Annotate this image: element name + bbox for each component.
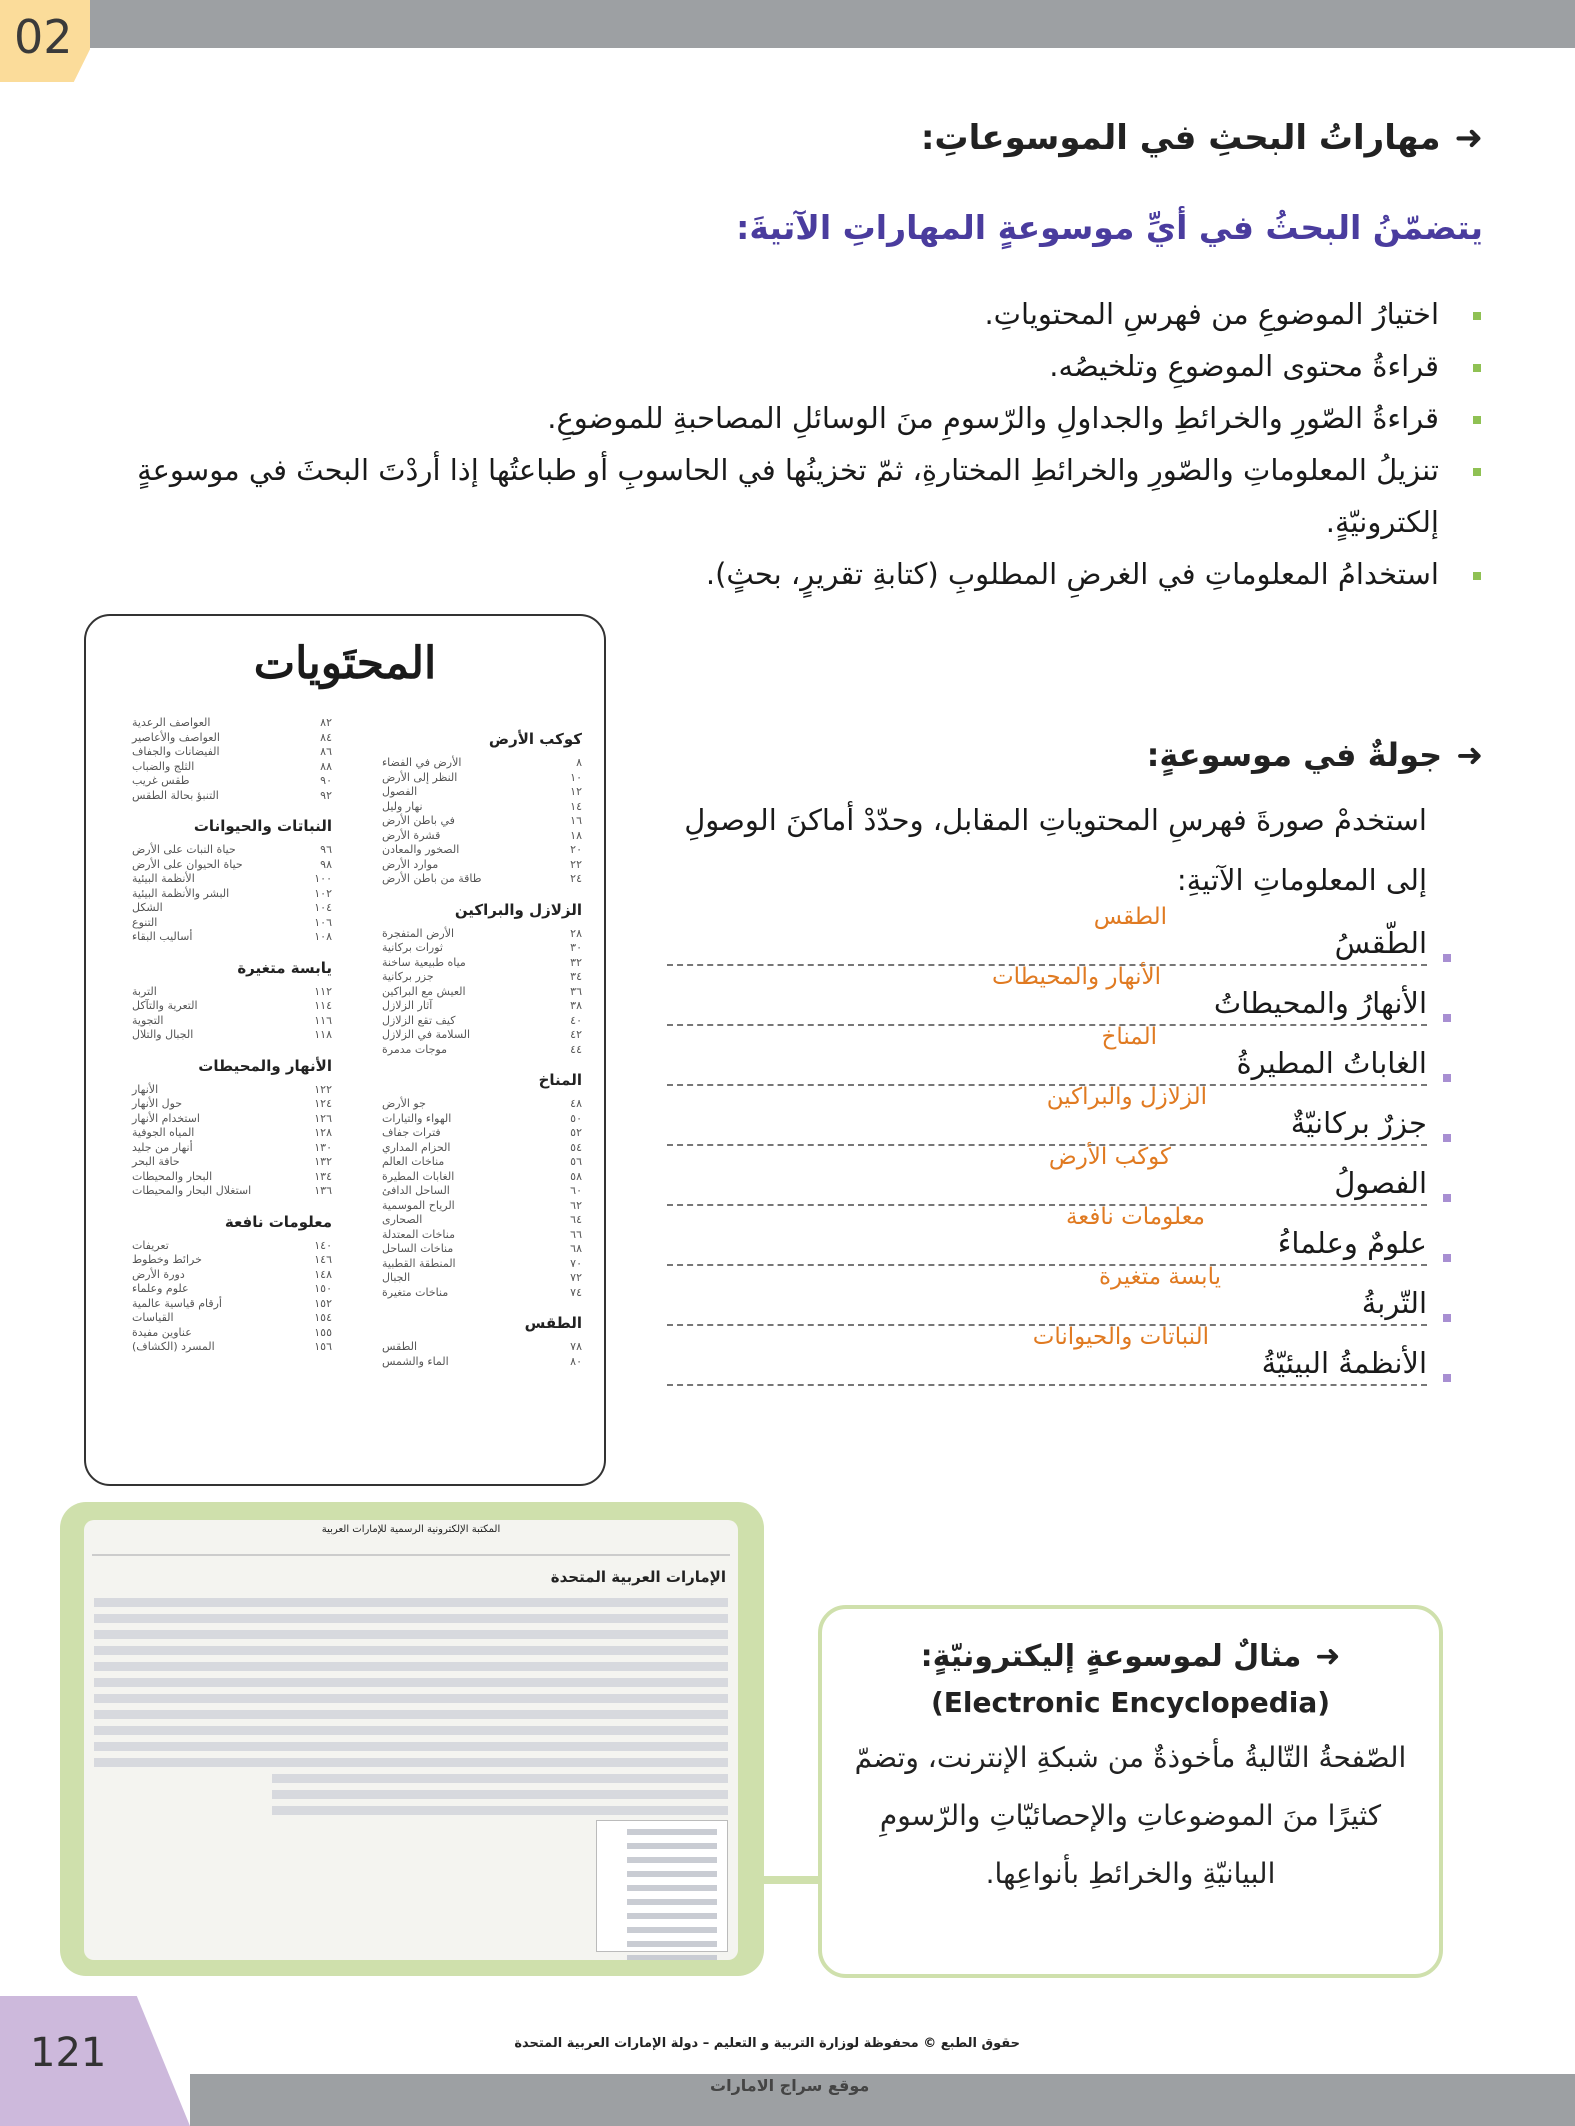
toc-entry xyxy=(132,1126,332,1141)
item-answer: المناخ xyxy=(1101,1024,1157,1050)
toc-entry xyxy=(382,1155,582,1170)
top-bar xyxy=(0,0,1575,48)
toc-entry-label: في باطن الأرض xyxy=(382,814,455,827)
toc-page-number: ٢٠ xyxy=(570,843,582,856)
toc-entry-label: قشرة الأرض xyxy=(382,828,441,842)
toc-page-number: ١٤٠ xyxy=(314,1238,332,1252)
toc-entry-label: القياسات xyxy=(132,1311,174,1324)
toc-entry-label: الجبال xyxy=(382,1271,411,1284)
toc-entry xyxy=(132,872,332,887)
toc-entry xyxy=(132,1311,332,1326)
arrow-icon: ➜ xyxy=(1315,1639,1341,1674)
bottom-bar xyxy=(190,2074,1575,2126)
toc-page-number: ٨٠ xyxy=(570,1354,582,1368)
toc-entry xyxy=(382,829,582,844)
toc-entry xyxy=(132,930,332,945)
toc-entry xyxy=(132,760,332,775)
toc-entry-label: استخدام الأنهار xyxy=(132,1111,200,1125)
toc-page-number: ٩٠ xyxy=(320,774,332,787)
item-answer: النباتات والحيوانات xyxy=(1032,1324,1209,1350)
toc-page-number: ١٣٦ xyxy=(314,1184,332,1197)
list-item: استخدامُ المعلوماتِ في الغرضِ المطلوبِ (كتابةِ تقريرٍ، بحثٍ). xyxy=(83,548,1483,600)
section-title-encyclopedia-tour: ➜جولةٌ في موسوعةٍ: xyxy=(1146,736,1483,774)
toc-entry-label: الفيضانات والجفاف xyxy=(132,745,220,758)
connector-line xyxy=(762,1876,822,1884)
toc-entry xyxy=(132,1340,332,1355)
screenshot-article-title: الإمارات العربية المتحدة xyxy=(550,1568,726,1586)
toc-entry-label: حول الأنهار xyxy=(132,1097,183,1110)
toc-entry-label: المنطقة القطبية xyxy=(382,1256,456,1270)
toc-page-number: ١١٨ xyxy=(314,1028,332,1041)
toc-entry xyxy=(132,1141,332,1156)
toc-entry xyxy=(382,771,582,786)
toc-entry xyxy=(382,800,582,815)
toc-page-number: ١٠٤ xyxy=(314,901,332,914)
toc-entry xyxy=(382,756,582,771)
toc-page-number: ٣٨ xyxy=(570,999,582,1012)
toc-entry-label: البشر والأنظمة البيئية xyxy=(132,886,230,900)
toc-entry xyxy=(132,985,332,1000)
toc-entry xyxy=(382,1170,582,1185)
encyclopedia-screenshot xyxy=(84,1520,738,1960)
toc-entry xyxy=(382,1242,582,1257)
toc-page-number: ١٦ xyxy=(570,814,582,827)
toc-entry-label: التنوع xyxy=(132,915,158,929)
item-label: جزرٌ بركانيّةٌ xyxy=(1285,1106,1427,1140)
item-answer: الطقس xyxy=(1093,904,1167,930)
toc-page-number: ٢٨ xyxy=(570,926,582,940)
toc-entry-label: مناخات الساحل xyxy=(382,1242,454,1255)
toc-page-number: ١٥٦ xyxy=(314,1340,332,1353)
toc-entry-label: التجوية xyxy=(132,1013,164,1027)
toc-entry xyxy=(132,1253,332,1268)
toc-entry-label: مناخات المعتدلة xyxy=(382,1227,455,1241)
toc-page-number: ٨٤ xyxy=(320,730,332,744)
toc-entry xyxy=(382,985,582,1000)
footer-site-name: موقع سراج الامارات xyxy=(710,2076,870,2095)
toc-entry-label: النظر إلى الأرض xyxy=(382,770,458,784)
list-item: قراءةُ الصّورِ والخرائطِ والجداولِ والرّسومِ منَ الوسائلِ المصاحبةِ للموضوعِ. xyxy=(83,392,1483,444)
answer-line xyxy=(667,1144,1427,1146)
toc-page-number: ١٣٤ xyxy=(314,1169,332,1183)
toc-page-number: ٥٠ xyxy=(570,1111,582,1125)
toc-entry xyxy=(132,858,332,873)
item-answer: معلومات نافعة xyxy=(1065,1204,1205,1230)
toc-entry xyxy=(132,1282,332,1297)
toc-entry-label: أرقام قياسية عالمية xyxy=(132,1296,222,1310)
placeholder-text-line xyxy=(272,1806,728,1815)
toc-page-number: ١٣٠ xyxy=(314,1140,332,1154)
toc-page-number: ١٤ xyxy=(570,799,582,813)
toc-page-number: ٦٤ xyxy=(570,1213,582,1226)
list-item: تنزيلُ المعلوماتِ والصّورِ والخرائطِ المختارةِ، ثمّ تخزينُها في الحاسوبِ أو طباعتُها إذا أردْتَ البحثَ في موسوعةٍ إلكترونيّةٍ. xyxy=(83,444,1483,548)
toc-entry xyxy=(132,731,332,746)
toc-entry-label: حافة البحر xyxy=(132,1155,180,1168)
list-item: قراءةُ محتوى الموضوعِ وتلخيصُه. xyxy=(83,340,1483,392)
item-label: الفصولُ xyxy=(1328,1166,1427,1200)
toc-left-column xyxy=(132,716,332,1355)
item-label: الطّقسُ xyxy=(1329,926,1427,960)
toc-page-number: ٧٢ xyxy=(570,1271,582,1284)
toc-page-number: ١٣٢ xyxy=(314,1155,332,1168)
item-answer: يابسة متغيرة xyxy=(1098,1264,1221,1290)
toc-page-number: ٢٢ xyxy=(570,857,582,871)
toc-page-number: ١٥٥ xyxy=(314,1325,332,1339)
toc-page-number: ٥٤ xyxy=(570,1140,582,1154)
toc-entry-label: التربة xyxy=(132,984,157,998)
page-number: 121 xyxy=(30,2030,107,2076)
toc-entry-label: الهواء والتيارات xyxy=(382,1111,452,1125)
toc-page-number: ٥٦ xyxy=(570,1155,582,1168)
toc-entry-label: دورة الأرض xyxy=(132,1267,185,1281)
divider xyxy=(92,1554,730,1556)
item-answer: كوكب الأرض xyxy=(1048,1144,1171,1170)
toc-entry-label: أساليب البقاء xyxy=(132,930,193,943)
toc-entry xyxy=(132,789,332,804)
toc-page-number: ٨٢ xyxy=(320,716,332,729)
toc-page-number: ٦٢ xyxy=(570,1198,582,1212)
toc-entry xyxy=(132,1326,332,1341)
toc-page-number: ١٢٦ xyxy=(314,1111,332,1125)
list-item xyxy=(667,1084,1427,1164)
toc-entry xyxy=(132,774,332,789)
toc-entry-label: التنبؤ بحالة الطقس xyxy=(132,788,219,802)
toc-entry-label: طاقة من باطن الأرض xyxy=(382,872,482,885)
toc-entry-label: الثلج والضباب xyxy=(132,759,195,773)
toc-entry xyxy=(382,843,582,858)
toc-page-number: ٩٦ xyxy=(320,843,332,856)
toc-entry-label: مناخات العالم xyxy=(382,1155,445,1168)
toc-entry xyxy=(132,999,332,1014)
placeholder-text-line xyxy=(94,1694,728,1703)
toc-entry-label: حياة النبات على الأرض xyxy=(132,843,236,856)
toc-entry-label: الأنهار xyxy=(132,1082,159,1096)
toc-entry xyxy=(382,872,582,887)
toc-entry-label: أنهار من جليد xyxy=(132,1140,193,1154)
toc-entry-label: الفصول xyxy=(382,785,418,798)
example-body: الصّفحةُ التّاليةُ مأخوذةٌ من شبكةِ الإنترنت، وتضمّ كثيرًا منَ الموضوعاتِ والإحصائيّاتِ والرّسومِ البيانيّةِ والخرائطِ بأنواعِها. xyxy=(854,1741,1407,1890)
toc-page-number: ٥٢ xyxy=(570,1126,582,1139)
arrow-icon: ➜ xyxy=(1456,736,1483,774)
toc-section-heading: كوكب الأرض xyxy=(488,730,582,748)
toc-entry xyxy=(382,1340,582,1355)
toc-page-number: ١٢٨ xyxy=(314,1126,332,1139)
toc-entry xyxy=(382,858,582,873)
toc-entry xyxy=(132,716,332,731)
toc-page-number: ٨ xyxy=(576,756,582,769)
toc-entry-label: عناوين مفيدة xyxy=(132,1325,192,1339)
toc-page-number: ٣٢ xyxy=(570,955,582,969)
toc-entry-label: العواصف والأعاصير xyxy=(132,730,220,744)
toc-page-number: ١٠٢ xyxy=(314,886,332,900)
toc-page-number: ١٤٦ xyxy=(314,1253,332,1266)
toc-section-heading: الأنهار والمحيطات xyxy=(198,1056,332,1075)
toc-entry-label: الأرض في الفضاء xyxy=(382,756,462,769)
toc-entry-label: الأنظمة البيئية xyxy=(132,872,195,885)
toc-page-number: ٨٨ xyxy=(320,759,332,773)
toc-section-heading: الزلازل والبراكين xyxy=(454,900,582,919)
toc-entry-label: نهار وليل xyxy=(382,799,423,813)
toc-entry xyxy=(382,927,582,942)
answer-line xyxy=(667,1384,1427,1386)
toc-page-number: ٧٤ xyxy=(570,1285,582,1299)
toc-page-number: ٧٠ xyxy=(570,1256,582,1270)
toc-page-number: ١٥٢ xyxy=(314,1296,332,1310)
toc-entry-label: الحزام المداري xyxy=(382,1140,451,1154)
toc-entry-label: السلامة في الزلازل xyxy=(382,1028,471,1041)
toc-page-number: ١٢٢ xyxy=(314,1082,332,1096)
toc-page-number: ٢٤ xyxy=(570,872,582,885)
table-of-contents-image xyxy=(84,614,606,1486)
toc-entry-label: موجات مدمرة xyxy=(382,1042,447,1056)
placeholder-text-line xyxy=(94,1726,728,1735)
toc-entry xyxy=(382,1014,582,1029)
placeholder-text-line xyxy=(94,1614,728,1623)
placeholder-text-line xyxy=(272,1790,728,1799)
toc-page-number: ١٨ xyxy=(570,828,582,842)
toc-entry xyxy=(382,1257,582,1272)
toc-page-number: ١٠ xyxy=(570,770,582,784)
placeholder-text-line xyxy=(94,1678,728,1687)
toc-entry-label: الصخور والمعادن xyxy=(382,843,460,856)
toc-entry-label: جو الأرض xyxy=(382,1097,426,1110)
toc-entry-label: الشكل xyxy=(132,901,163,914)
toc-entry xyxy=(132,1170,332,1185)
toc-page-number: ٩٨ xyxy=(320,857,332,871)
toc-entry-label: ثورات بركانية xyxy=(382,941,443,954)
screenshot-header: المكتبة الإلكترونية الرسمية للإمارات العربية xyxy=(321,1524,501,1535)
toc-page-number: ١٢٤ xyxy=(314,1097,332,1110)
toc-entry-label: الصحارى xyxy=(382,1213,423,1226)
toc-entry-label: تعريفات xyxy=(132,1238,169,1252)
toc-section-heading: الطقس xyxy=(524,1314,582,1332)
toc-entry xyxy=(382,970,582,985)
toc-page-number: ١٠٦ xyxy=(314,915,332,929)
toc-page-number: ٧٨ xyxy=(570,1340,582,1353)
toc-entry xyxy=(382,956,582,971)
toc-entry xyxy=(382,1228,582,1243)
toc-entry-label: الساحل الدافئ xyxy=(382,1184,450,1197)
answers-list xyxy=(667,904,1427,1404)
copyright-notice: حقوق الطبع © محفوظة لوزارة التربية و التعليم – دولة الإمارات العربية المتحدة xyxy=(514,2036,1020,2051)
item-label: الغاباتُ المطيرةُ xyxy=(1230,1046,1427,1080)
toc-entry-label: آثار الزلازل xyxy=(382,999,433,1012)
example-title: ➜مثالٌ لموسوعةٍ إليكترونيّةٍ: xyxy=(920,1639,1341,1674)
toc-page-number: ٤٨ xyxy=(570,1097,582,1110)
placeholder-text-line xyxy=(94,1758,728,1767)
toc-entry-label: البحار والمحيطات xyxy=(132,1169,213,1183)
arrow-icon: ➜ xyxy=(1454,118,1483,158)
list-item: اختيارُ الموضوعِ من فهرسِ المحتوياتِ. xyxy=(83,288,1483,340)
toc-entry xyxy=(382,1213,582,1228)
skills-list xyxy=(83,288,1483,600)
screenshot-body-text xyxy=(94,1598,728,1822)
toc-entry-label: استغلال البحار والمحيطات xyxy=(132,1184,252,1197)
toc-entry-label: خرائط وخطوط xyxy=(132,1253,202,1266)
toc-section-heading: يابسة متغيرة xyxy=(237,958,332,977)
item-label: علومٌ وعلماءُ xyxy=(1272,1226,1427,1260)
toc-page-number: ٥٨ xyxy=(570,1169,582,1183)
toc-entry xyxy=(132,1097,332,1112)
toc-entry xyxy=(132,1028,332,1043)
toc-entry xyxy=(132,1112,332,1127)
item-answer: الزلازل والبراكين xyxy=(1046,1084,1207,1110)
list-item xyxy=(667,1204,1427,1284)
toc-entry xyxy=(382,1199,582,1214)
toc-entry-label: حياة الحيوان على الأرض xyxy=(132,857,243,871)
example-subtitle: (Electronic Encyclopedia) xyxy=(930,1686,1331,1719)
toc-entry xyxy=(132,1239,332,1254)
example-box xyxy=(818,1605,1443,1978)
toc-entry xyxy=(382,1097,582,1112)
chapter-number: 02 xyxy=(14,10,73,64)
toc-page-number: ٣٤ xyxy=(570,970,582,983)
toc-entry xyxy=(132,1268,332,1283)
toc-entry xyxy=(382,1112,582,1127)
placeholder-text-line xyxy=(94,1630,728,1639)
toc-entry xyxy=(132,916,332,931)
placeholder-text-line xyxy=(94,1742,728,1751)
toc-page-number: ٨٦ xyxy=(320,745,332,758)
toc-entry xyxy=(382,1271,582,1286)
toc-entry xyxy=(382,1028,582,1043)
toc-entry xyxy=(382,1141,582,1156)
placeholder-text-line xyxy=(94,1710,728,1719)
toc-entry xyxy=(132,1155,332,1170)
item-label: الأنهارُ والمحيطاتُ xyxy=(1208,986,1427,1020)
toc-section-heading: معلومات نافعة xyxy=(224,1212,332,1231)
placeholder-text-line xyxy=(94,1598,728,1607)
item-label: الأنظمةُ البيئيّةُ xyxy=(1256,1346,1427,1380)
placeholder-text-line xyxy=(272,1774,728,1783)
toc-entry-label: طقس غريب xyxy=(132,774,190,787)
toc-entry xyxy=(382,1355,582,1370)
list-item xyxy=(667,964,1427,1044)
toc-entry xyxy=(382,814,582,829)
toc-page-number: ٣٠ xyxy=(570,941,582,954)
toc-entry-label: الطقس xyxy=(382,1340,418,1353)
toc-page-number: ١٥٤ xyxy=(314,1311,332,1324)
toc-section-heading: المناخ xyxy=(538,1071,582,1089)
toc-entry-label: الرياح الموسمية xyxy=(382,1198,455,1212)
toc-page-number: ١٤٨ xyxy=(314,1267,332,1281)
toc-entry-label: الغابات المطيرة xyxy=(382,1169,455,1183)
toc-entry-label: علوم وعلماء xyxy=(132,1282,189,1295)
toc-page-number: ٦٨ xyxy=(570,1242,582,1255)
toc-entry-label: موارد الأرض xyxy=(382,857,439,871)
toc-title: المحتَويات xyxy=(253,638,437,689)
toc-entry-label: مياه طبيعية ساخنة xyxy=(382,955,466,969)
answer-line xyxy=(667,1024,1427,1026)
toc-page-number: ٩٢ xyxy=(320,788,332,802)
toc-page-number: ١٢ xyxy=(570,785,582,798)
toc-page-number: ١٠٨ xyxy=(314,930,332,943)
toc-entry xyxy=(382,785,582,800)
list-item xyxy=(667,1324,1427,1404)
toc-page-number: ٤٤ xyxy=(570,1042,582,1056)
toc-entry xyxy=(132,1083,332,1098)
answer-line xyxy=(667,1204,1427,1206)
toc-entry-label: فترات جفاف xyxy=(382,1126,441,1139)
toc-page-number: ٣٦ xyxy=(570,984,582,998)
toc-entry xyxy=(132,745,332,760)
toc-page-number: ٦٠ xyxy=(570,1184,582,1197)
placeholder-text-line xyxy=(94,1662,728,1671)
toc-page-number: ٤٢ xyxy=(570,1028,582,1041)
toc-page-number: ١٥٠ xyxy=(314,1282,332,1295)
answer-line xyxy=(667,1264,1427,1266)
toc-entry xyxy=(132,1184,332,1199)
item-label: التّربةُ xyxy=(1356,1286,1427,1320)
toc-section-heading: النباتات والحيوانات xyxy=(193,817,332,835)
toc-page-number: ٦٦ xyxy=(570,1227,582,1241)
section-title-research-skills: ➜مهاراتُ البحثِ في الموسوعاتِ: xyxy=(920,118,1483,158)
toc-entry xyxy=(132,843,332,858)
section-subtitle: يتضمّنُ البحثُ في أيِّ موسوعةٍ المهاراتِ الآتيةَ: xyxy=(736,208,1483,247)
toc-page-number: ١١٢ xyxy=(314,984,332,998)
toc-entry xyxy=(382,999,582,1014)
toc-entry-label: مناخات متغيرة xyxy=(382,1285,449,1299)
toc-entry-label: العواصف الرعدية xyxy=(132,716,211,729)
toc-page-number: ١٠٠ xyxy=(314,872,332,885)
toc-page-number: ١١٤ xyxy=(314,999,332,1012)
toc-page-number: ١١٦ xyxy=(314,1013,332,1027)
toc-entry xyxy=(382,1043,582,1058)
toc-entry-label: الأرض المتفجرة xyxy=(382,926,455,940)
toc-right-column xyxy=(382,716,582,1369)
toc-entry-label: المسرد (الكشاف) xyxy=(132,1340,215,1353)
toc-entry xyxy=(132,901,332,916)
toc-entry-label: الجبال والتلال xyxy=(132,1028,194,1041)
list-item xyxy=(667,1144,1427,1224)
toc-entry-label: كيف تقع الزلازل xyxy=(382,1013,456,1027)
toc-entry-label: جزر بركانية xyxy=(382,970,434,983)
placeholder-text-line xyxy=(94,1646,728,1655)
toc-page-number: ٤٠ xyxy=(570,1013,582,1027)
toc-entry xyxy=(132,887,332,902)
screenshot-contents-box xyxy=(596,1820,728,1952)
toc-entry-label: المياه الجوفية xyxy=(132,1126,195,1139)
toc-entry-label: العيش مع البراكين xyxy=(382,984,466,998)
toc-entry xyxy=(382,941,582,956)
toc-entry-label: الماء والشمس xyxy=(382,1354,449,1368)
toc-entry xyxy=(382,1286,582,1301)
toc-entry xyxy=(132,1297,332,1312)
toc-entry xyxy=(382,1126,582,1141)
item-answer: الأنهار والمحيطات xyxy=(991,964,1161,990)
tour-instructions: استخدمْ صورةَ فهرسِ المحتوياتِ المقابل، وحدّدْ أماكنَ الوصولِ إلى المعلوماتِ الآتيةِ: xyxy=(684,803,1427,897)
toc-entry-label: التعرية والتآكل xyxy=(132,999,198,1012)
toc-entry xyxy=(382,1184,582,1199)
toc-entry xyxy=(132,1014,332,1029)
